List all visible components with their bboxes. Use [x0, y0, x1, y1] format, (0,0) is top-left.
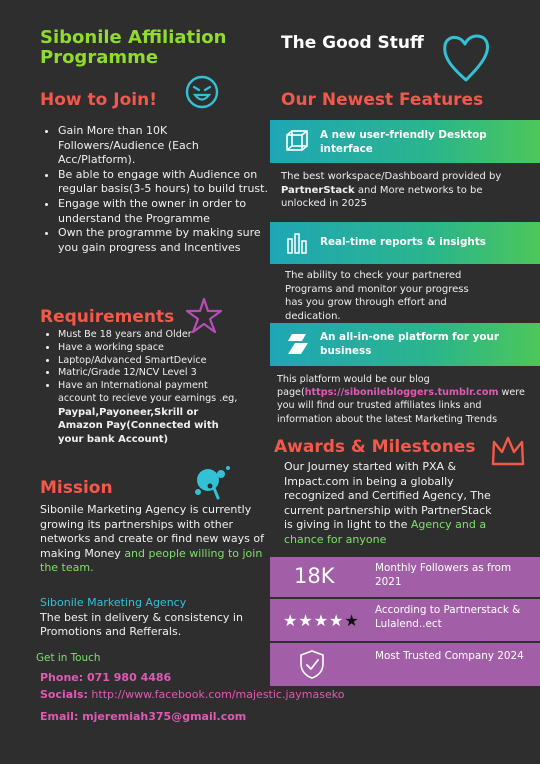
agency-block	[40, 596, 270, 640]
mission-text-green: and people willing to join the team.	[40, 546, 263, 575]
phone-number: 071 980 4486	[86, 671, 172, 684]
list-item: • Gain More than 10K Followers/Audience (Each Acc/Platform).	[58, 124, 270, 168]
feature-label: A new user-friendly Desktop interface	[320, 129, 487, 155]
heart-doodle-icon	[440, 30, 492, 86]
socials-link[interactable]: http://www.facebook.com/majestic.jaymaseko	[91, 688, 345, 701]
list-item: • Have a working space	[58, 342, 238, 355]
page-title	[40, 28, 226, 68]
feature-desc: The ability to check your partnered Programs and monitor your progress has you grow through effort and dedication.	[285, 270, 469, 322]
star-rating	[283, 611, 360, 630]
feature-desc	[281, 170, 521, 211]
award-row-trusted	[270, 643, 540, 686]
laughing-face-icon	[184, 74, 220, 110]
requirements-heading: Requirements	[40, 307, 175, 327]
mission-text	[40, 503, 270, 576]
awards-intro-green: Agency and a chance for anyone	[284, 518, 487, 546]
list-item: • Be able to engage with Audience on regular basis(3-5 hours) to build trust.	[58, 168, 270, 197]
list-item: • Matric/Grade 12/NCV Level 3	[58, 367, 238, 380]
awards-heading: Awards & Milestones	[274, 437, 476, 457]
bar-chart-icon	[286, 231, 308, 255]
award-row-rating	[270, 599, 540, 641]
desc-text: and More networks to be unlocked in 2025	[281, 184, 483, 210]
award-row-followers	[270, 557, 540, 597]
feature-banner-desktop	[270, 120, 540, 163]
star-icon: ★★★★	[283, 611, 345, 630]
feature-desc	[277, 373, 527, 426]
contact-phone	[40, 671, 171, 684]
feature-label: An all-in-one platform for your business	[320, 331, 500, 357]
star-icon: ★	[344, 611, 360, 630]
blog-link[interactable]: https://sibonilebloggers.tumblr.com	[304, 387, 499, 399]
award-text: Monthly Followers as from 2021	[375, 562, 512, 588]
payment-methods: Paypal,Payoneer,Skrill or Amazon Pay(Connected with your bank Account)	[58, 406, 219, 445]
award-text: Most Trusted Company 2024	[375, 650, 524, 662]
contact-socials	[40, 688, 344, 701]
socials-label: Socials:	[40, 688, 88, 701]
phone-label: Phone:	[40, 671, 84, 684]
stack-icon	[286, 332, 310, 356]
followers-count: 18K	[294, 564, 335, 588]
awards-intro-text: Our Journey started with PXA & Impact.com in being a globally recognized and Certified Agency, The current partnership with PartnerStack is giving in light to the	[284, 460, 492, 532]
award-text: According to Partnerstack & Lulalend..ect	[375, 604, 521, 630]
partnerstack-name: PartnerStack	[281, 184, 355, 196]
mission-heading: Mission	[40, 478, 113, 498]
list-item: • Have an International payment account to recieve your earnings .eg,	[58, 380, 238, 406]
cube-icon	[284, 128, 310, 154]
awards-intro	[284, 460, 496, 548]
title-line-1: Sibonile Affiliation	[40, 27, 227, 48]
list-item: • Laptop/Advanced SmartDevice	[58, 355, 238, 368]
list-item: • Must Be 18 years and Older	[58, 329, 238, 342]
feature-banner-platform	[270, 323, 540, 366]
requirements-list	[40, 329, 238, 447]
join-list	[40, 124, 270, 255]
title-line-2: Programme	[40, 47, 159, 68]
agency-tagline: The best in delivery & consistency in Promotions and Refferals.	[40, 610, 243, 639]
features-heading: Our Newest Features	[281, 90, 484, 110]
list-item: • Own the programme by making sure you gain progress and Incentives	[58, 226, 270, 255]
feature-label: Real-time reports & insights	[320, 236, 486, 248]
desc-text: The best workspace/Dashboard provided by	[281, 171, 502, 182]
agency-name: Sibonile Marketing Agency	[40, 596, 187, 609]
list-item: • Engage with the owner in order to understand the Programme	[58, 197, 270, 226]
shield-check-icon	[298, 649, 326, 680]
join-heading: How to Join!	[40, 90, 157, 110]
paint-splat-icon	[190, 462, 240, 506]
feature-banner-reports	[270, 222, 540, 264]
good-stuff-heading: The Good Stuff	[281, 33, 424, 53]
email-label: Email:	[40, 710, 79, 723]
email-address[interactable]: mjeremiah375@gmail.com	[82, 710, 247, 723]
contact-heading: Get in Touch	[36, 652, 101, 664]
mission-text-main: Sibonile Marketing Agency is currently growing its partnerships with other networks and create or find new ways of making Money	[40, 503, 264, 560]
desc-text: This platform would be our blog page(	[277, 374, 430, 399]
desc-text: were you will find our trusted affiliates links and information about the latest Marketing Trends	[277, 387, 525, 425]
contact-email	[40, 710, 246, 723]
